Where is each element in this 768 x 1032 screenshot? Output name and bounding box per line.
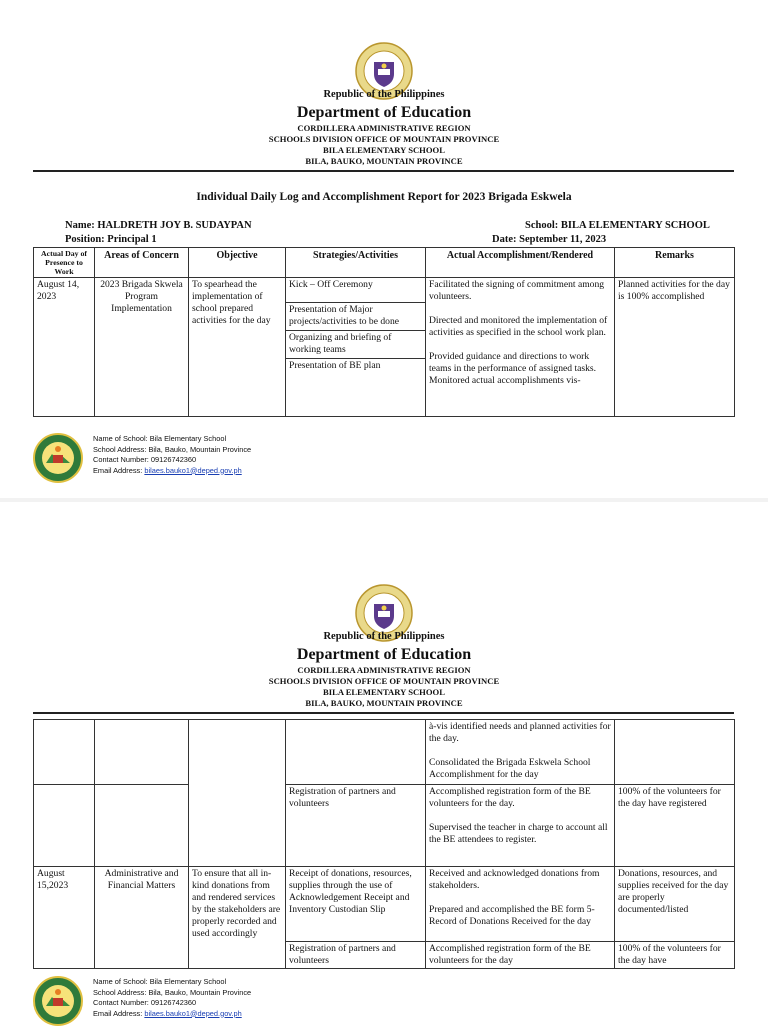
strategy-cell bbox=[286, 720, 426, 785]
strategy-cell: Receipt of donations, resources, supplies through the use of Acknowledgement Receipt and Inventory Custodian Slip bbox=[286, 867, 426, 942]
header-accomplishment: Actual Accomplishment/Rendered bbox=[426, 248, 615, 278]
remarks-cell: 100% of the volunteers for the day have bbox=[615, 942, 735, 969]
header-remarks: Remarks bbox=[615, 248, 735, 278]
log-table-page-2 bbox=[33, 719, 735, 969]
area-cell: Administrative and Financial Matters bbox=[95, 867, 189, 969]
accomplishment-cell bbox=[426, 942, 615, 969]
page-2 bbox=[0, 500, 768, 1024]
header-objective: Objective bbox=[189, 248, 286, 278]
remarks-cell: Planned activities for the day is 100% accomplished bbox=[615, 278, 735, 417]
day-cell: August 14, 2023 bbox=[34, 278, 95, 417]
accomplishment-text: Received and acknowledged donations from stakeholders. bbox=[429, 868, 600, 891]
letterhead bbox=[0, 630, 768, 709]
school-info-line: School: BILA ELEMENTARY SCHOOL bbox=[525, 220, 710, 231]
header-divider bbox=[33, 170, 734, 172]
accomplishment-text: Accomplished registration form of the BE volunteers for the day. bbox=[429, 786, 591, 809]
region-line: CORDILLERA ADMINISTRATIVE REGION bbox=[297, 665, 471, 675]
footer-school-name: Name of School: Bila Elementary School bbox=[93, 434, 227, 443]
strategies-cell bbox=[286, 278, 426, 417]
division-line: SCHOOLS DIVISION OFFICE OF MOUNTAIN PROVINCE bbox=[268, 676, 500, 686]
report-title: Individual Daily Log and Accomplishment Report for 2023 Brigada Eskwela bbox=[196, 191, 572, 203]
header-day: Actual Day of Presence to Work bbox=[34, 248, 95, 278]
day-cell bbox=[34, 785, 95, 867]
department-title: Department of Education bbox=[296, 646, 472, 663]
address-line: BILA, BAUKO, MOUNTAIN PROVINCE bbox=[305, 698, 463, 708]
school-seal-icon bbox=[33, 976, 83, 1026]
footer-contact-number: Contact Number: 09126742360 bbox=[93, 998, 197, 1007]
republic-line: Republic of the Philippines bbox=[323, 89, 445, 100]
name-line: Name: HALDRETH JOY B. SUDAYPAN bbox=[65, 220, 252, 231]
division-line: SCHOOLS DIVISION OFFICE OF MOUNTAIN PROVINCE bbox=[268, 134, 500, 144]
area-cell bbox=[95, 720, 189, 785]
accomplishment-cell bbox=[426, 867, 615, 942]
strategy-item: Presentation of Major projects/activities to be done bbox=[286, 303, 425, 331]
remarks-cell: Donations, resources, and supplies received for the day are properly documented/listed bbox=[615, 867, 735, 942]
strategy-cell: Registration of partners and volunteers bbox=[286, 942, 426, 969]
remarks-cell bbox=[615, 720, 735, 785]
objective-cell: To ensure that all in-kind donations from and rendered services by the stakeholders are properly recorded and used accordingly bbox=[189, 867, 286, 969]
accomplishment-text: Consolidated the Brigada Eskwela School Accomplishment for the day bbox=[429, 757, 591, 780]
footer-school-name: Name of School: Bila Elementary School bbox=[93, 977, 227, 986]
email-link[interactable]: bilaes.bauko1@deped.gov.ph bbox=[144, 1008, 242, 1018]
accomplishment-cell bbox=[426, 720, 615, 785]
footer-contact-lines bbox=[93, 977, 251, 1019]
objective-cell bbox=[189, 720, 286, 867]
accomplishment-text: Facilitated the signing of commitment among volunteers. bbox=[429, 279, 605, 302]
table-header-row bbox=[34, 248, 735, 278]
footer-email-row bbox=[93, 1009, 251, 1020]
accomplishment-cell bbox=[426, 785, 615, 867]
region-line: CORDILLERA ADMINISTRATIVE REGION bbox=[297, 123, 471, 133]
footer-school-address: School Address: Bila, Bauko, Mountain Province bbox=[93, 987, 252, 997]
area-cell: 2023 Brigada Skwela Program Implementation bbox=[95, 278, 189, 417]
table-row bbox=[34, 278, 735, 417]
address-line: BILA, BAUKO, MOUNTAIN PROVINCE bbox=[305, 156, 463, 166]
school-seal-icon bbox=[33, 433, 83, 483]
accomplishment-text: Directed and monitored the implementation of activities as specified in the school work plan. bbox=[429, 315, 608, 338]
day-cell: August 15,2023 bbox=[34, 867, 95, 969]
footer-email-label: Email Address: bbox=[93, 1008, 145, 1018]
department-title: Department of Education bbox=[296, 104, 472, 121]
footer-email-row bbox=[93, 466, 251, 477]
remarks-cell: 100% of the volunteers for the day have registered bbox=[615, 785, 735, 867]
school-line: BILA ELEMENTARY SCHOOL bbox=[323, 145, 445, 155]
strategy-cell: Registration of partners and volunteers bbox=[286, 785, 426, 867]
day-cell bbox=[34, 720, 95, 785]
objective-cell: To spearhead the implementation of school prepared activities for the day bbox=[189, 278, 286, 417]
header-divider bbox=[33, 712, 734, 714]
table-row bbox=[34, 785, 735, 867]
accomplishment-text: Prepared and accomplished the BE form 5-Record of Donations Received for the day bbox=[429, 904, 595, 927]
table-row bbox=[34, 720, 735, 785]
header-areas: Areas of Concern bbox=[95, 248, 189, 278]
accomplishment-text: Provided guidance and directions to work teams in the performance of assigned tasks. Monitored actual accomplishments vis- bbox=[429, 351, 597, 386]
school-footer bbox=[33, 433, 433, 489]
position-line: Position: Principal 1 bbox=[65, 234, 157, 245]
footer-contact-lines bbox=[93, 434, 251, 476]
page-1 bbox=[0, 0, 768, 500]
letterhead bbox=[0, 88, 768, 167]
school-line: BILA ELEMENTARY SCHOOL bbox=[323, 687, 445, 697]
accomplishment-text: à-vis identified needs and planned activities for the day. bbox=[429, 721, 611, 744]
republic-line: Republic of the Philippines bbox=[323, 631, 445, 642]
log-table-page-1 bbox=[33, 247, 735, 417]
strategy-item: Presentation of BE plan bbox=[289, 360, 381, 371]
footer-school-address: School Address: Bila, Bauko, Mountain Province bbox=[93, 444, 252, 454]
accomplishment-cell bbox=[426, 278, 615, 417]
strategy-item: Kick – Off Ceremony bbox=[286, 278, 425, 303]
footer-email-label: Email Address: bbox=[93, 465, 145, 475]
footer-contact-number: Contact Number: 09126742360 bbox=[93, 455, 197, 464]
email-link[interactable]: bilaes.bauko1@deped.gov.ph bbox=[144, 465, 242, 475]
accomplishment-text: Supervised the teacher in charge to account all the BE attendees to register. bbox=[429, 822, 608, 845]
header-strategies: Strategies/Activities bbox=[286, 248, 426, 278]
accomplishment-text: Accomplished registration form of the BE volunteers for the day bbox=[429, 943, 591, 966]
table-row bbox=[34, 867, 735, 942]
strategy-item: Organizing and briefing of working teams bbox=[286, 331, 425, 359]
date-line: Date: September 11, 2023 bbox=[492, 234, 607, 245]
area-cell bbox=[95, 785, 189, 867]
